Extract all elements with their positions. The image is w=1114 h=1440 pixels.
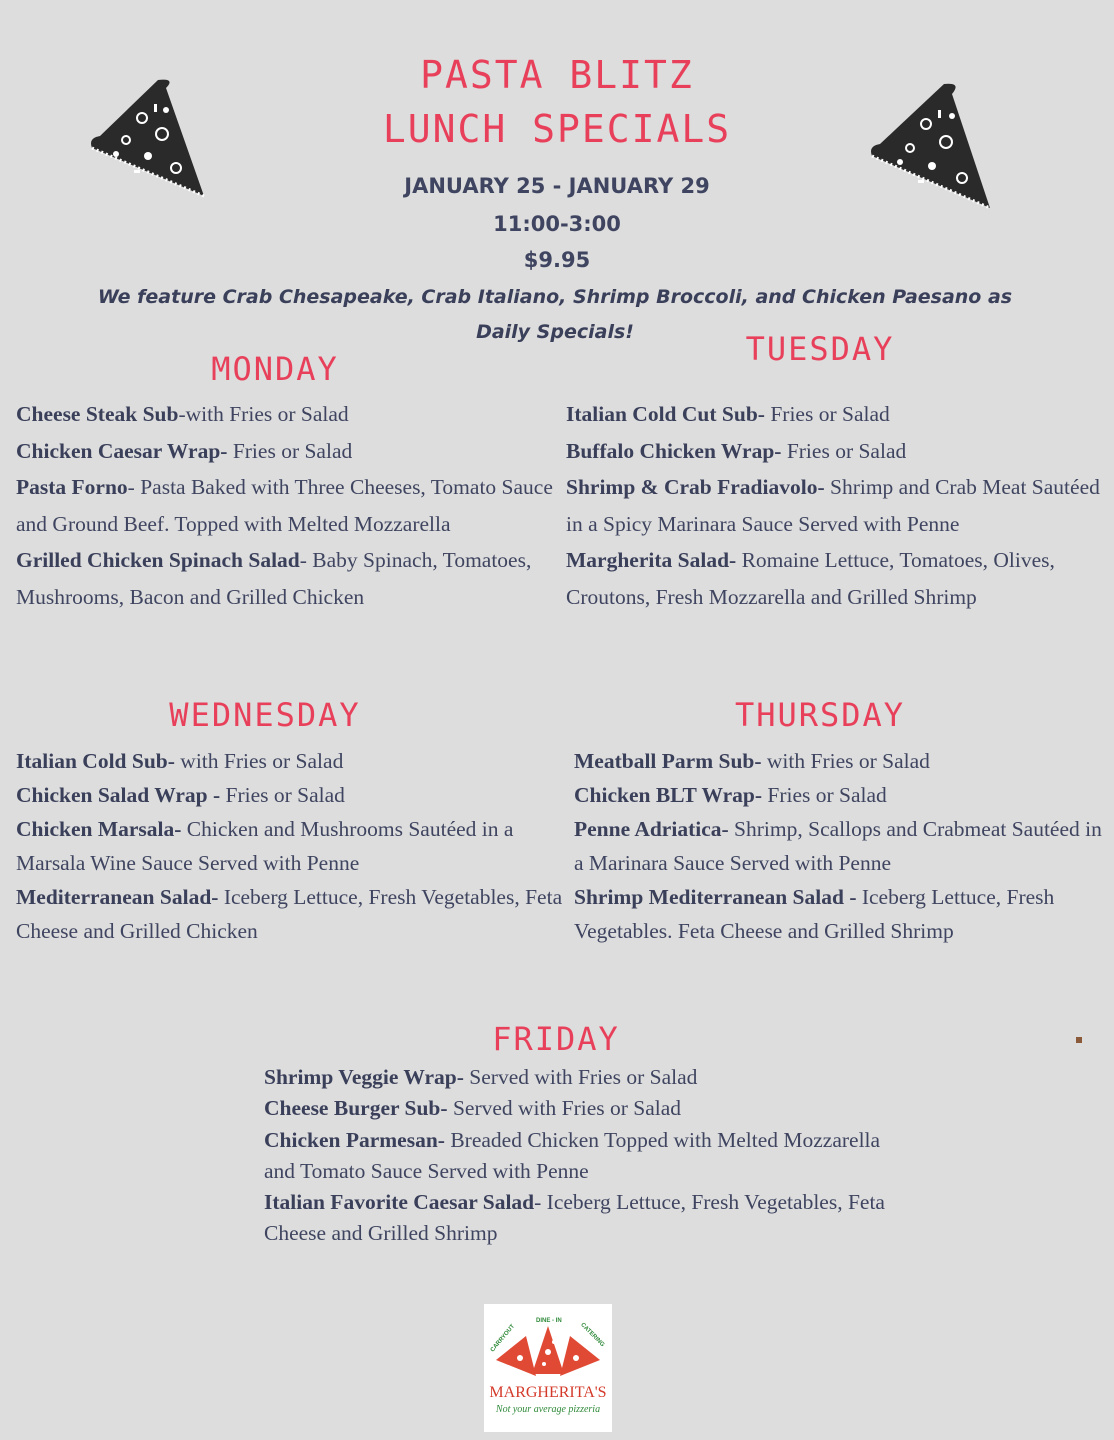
tuesday-heading: TUESDAY xyxy=(745,330,895,368)
item-name: Shrimp Mediterranean Salad - xyxy=(574,885,857,909)
list-item xyxy=(566,396,1112,433)
item-name: Chicken Salad Wrap - xyxy=(16,783,221,807)
list-item xyxy=(16,744,564,778)
item-desc: Iceberg Lettuce, Fresh Vegetables, Feta Cheese and Grilled Chicken xyxy=(16,885,563,943)
item-desc: Chicken and Mushrooms Sautéed in a Marsala Wine Sauce Served with Penne xyxy=(16,817,514,875)
monday-heading: MONDAY xyxy=(211,350,339,388)
item-desc: Fries or Salad xyxy=(227,438,353,463)
item-desc: Shrimp and Crab Meat Sautéed in a Spicy Marinara Sauce Served with Penne xyxy=(566,475,1100,536)
logo-arc-top: DINE - IN xyxy=(536,1318,562,1324)
list-item xyxy=(264,1093,914,1124)
pizza-logo-icon xyxy=(484,1304,612,1384)
item-name: Cheese Steak Sub xyxy=(16,402,179,426)
logo-tagline: Not your average pizzeria xyxy=(495,1404,601,1415)
friday-heading: FRIDAY xyxy=(492,1020,620,1058)
item-name: Chicken Parmesan- xyxy=(264,1127,445,1152)
item-desc: with Fries or Salad xyxy=(761,749,930,773)
wednesday-menu xyxy=(16,744,564,948)
list-item xyxy=(566,469,1112,542)
item-name: Shrimp & Crab Fradiavolo- xyxy=(566,475,825,499)
item-desc: Fries or Salad xyxy=(764,402,890,426)
item-desc: Breaded Chicken Topped with Melted Mozzarella and Tomato Sauce Served with Penne xyxy=(264,1127,881,1183)
item-name: Margherita Salad- xyxy=(566,548,737,572)
item-name: Italian Cold Cut Sub- xyxy=(566,402,765,426)
list-item xyxy=(16,542,554,615)
item-desc: - Iceberg Lettuce, Fresh Vegetables, Feta Cheese and Grilled Shrimp xyxy=(264,1190,885,1246)
list-item xyxy=(16,433,554,470)
list-item xyxy=(574,778,1112,812)
item-name: Mediterranean Salad- xyxy=(16,885,219,909)
thursday-heading: THURSDAY xyxy=(734,696,906,734)
monday-menu xyxy=(16,396,554,615)
item-name: Chicken BLT Wrap- xyxy=(574,783,762,807)
item-name: Italian Cold Sub- xyxy=(16,749,175,773)
list-item xyxy=(16,812,564,880)
list-item xyxy=(574,744,1112,778)
item-name: Grilled Chicken Spinach Salad xyxy=(16,548,300,572)
friday-menu xyxy=(264,1062,914,1250)
list-item xyxy=(264,1062,914,1093)
feature-line-1: We feature Crab Chesapeake, Crab Italiano, Shrimp Broccoli, and Chicken Paesano as xyxy=(97,286,1013,308)
item-desc: Romaine Lettuce, Tomatoes, Olives, Croutons, Fresh Mozzarella and Grilled Shrimp xyxy=(566,548,1055,609)
item-desc: Iceberg Lettuce, Fresh Vegetables. Feta Cheese and Grilled Shrimp xyxy=(574,885,1055,943)
hours: 11:00-3:00 xyxy=(493,212,621,236)
title-line-1: PASTA BLITZ xyxy=(420,53,694,97)
feature-line-2: Daily Specials! xyxy=(476,321,634,343)
list-item xyxy=(566,433,1112,470)
decorative-dot xyxy=(1076,1037,1082,1043)
item-desc: Served with Fries or Salad xyxy=(463,1065,698,1089)
logo-arc-left: CARRYOUT xyxy=(489,1323,517,1354)
item-name: Cheese Burger Sub- xyxy=(264,1096,448,1121)
list-item xyxy=(264,1125,914,1188)
list-item xyxy=(16,880,564,948)
list-item xyxy=(264,1187,914,1250)
list-item xyxy=(566,542,1112,615)
list-item xyxy=(16,396,554,433)
item-desc: Fries or Salad xyxy=(781,438,907,463)
list-item xyxy=(16,778,564,812)
list-item xyxy=(16,469,554,542)
item-desc: with Fries or Salad xyxy=(174,749,344,773)
list-item xyxy=(574,812,1112,880)
item-desc: Fries or Salad xyxy=(762,783,887,807)
item-name: Chicken Marsala- xyxy=(16,817,182,841)
margheritas-logo xyxy=(484,1304,612,1432)
item-desc: -with Fries or Salad xyxy=(178,402,349,426)
item-desc: Served with Fries or Salad xyxy=(447,1096,682,1121)
price: $9.95 xyxy=(523,248,591,272)
date-range: JANUARY 25 - JANUARY 29 xyxy=(404,174,710,198)
item-name: Buffalo Chicken Wrap- xyxy=(566,438,782,463)
item-desc: - Pasta Baked with Three Cheeses, Tomato Sauce and Ground Beef. Topped with Melted Mozzarella xyxy=(16,475,553,536)
tuesday-menu xyxy=(566,396,1112,615)
item-name: Chicken Caesar Wrap- xyxy=(16,438,228,463)
logo-arc-right: CATERING xyxy=(579,1322,606,1349)
item-name: Shrimp Veggie Wrap- xyxy=(264,1065,464,1089)
item-name: Meatball Parm Sub- xyxy=(574,749,762,773)
logo-name: MARGHERITA'S xyxy=(489,1384,607,1401)
item-name: Italian Favorite Caesar Salad xyxy=(264,1190,535,1215)
item-name: Pasta Forno xyxy=(16,475,128,499)
list-item xyxy=(574,880,1112,948)
item-name: Penne Adriatica- xyxy=(574,817,729,841)
thursday-menu xyxy=(574,744,1112,948)
item-desc: - Baby Spinach, Tomatoes, Mushrooms, Bacon and Grilled Chicken xyxy=(16,548,532,609)
item-desc: Fries or Salad xyxy=(220,783,345,807)
wednesday-heading: WEDNESDAY xyxy=(169,696,361,734)
item-desc: Shrimp, Scallops and Crabmeat Sautéed in a Marinara Sauce Served with Penne xyxy=(574,817,1102,875)
title-line-2: LUNCH SPECIALS xyxy=(382,107,732,151)
